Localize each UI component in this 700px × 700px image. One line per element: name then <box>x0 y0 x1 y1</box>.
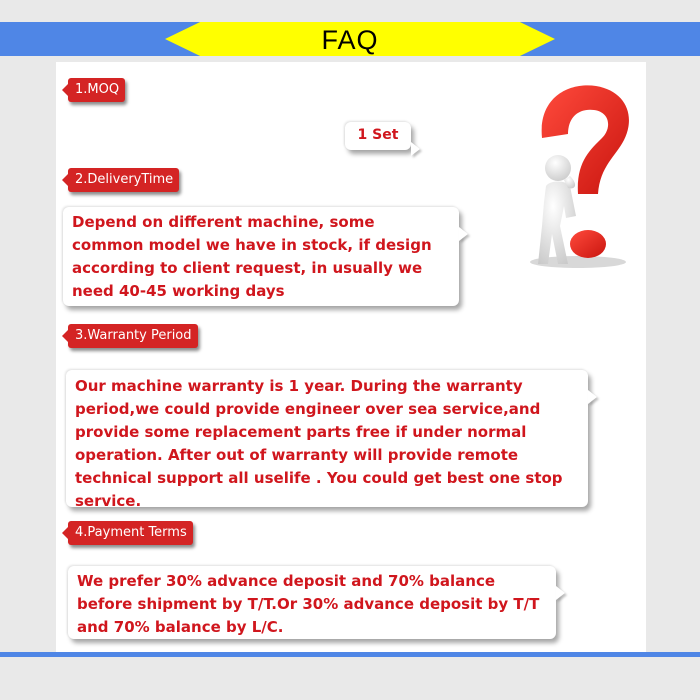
header-banner <box>0 22 700 56</box>
faq-label-warranty-period: 3.Warranty Period <box>68 324 198 348</box>
faq-label-moq: 1.MOQ <box>68 78 125 102</box>
bottom-bar <box>0 652 700 657</box>
page-title: FAQ <box>321 25 379 55</box>
faq-answer-payment-terms: We prefer 30% advance deposit and 70% balance before shipment by T/T.Or 30% advance deposit by T/T and 70% balance by L/C. <box>68 566 556 639</box>
faq-label-delivery-time: 2.DeliveryTime <box>68 168 179 192</box>
faq-answer-delivery-time: Depend on different machine, some common model we have in stock, if design according to client request, in usually we need 40-45 working days <box>63 207 459 306</box>
faq-answer-warranty-period: Our machine warranty is 1 year. During the warranty period,we could provide engineer over sea service,and provide some replacement parts free if under normal operation. After out of warranty will provide remote technical support all uselife . You could get best one stop service. <box>66 370 588 507</box>
faq-label-payment-terms: 4.Payment Terms <box>68 521 193 545</box>
thinking-person-question-mark-icon <box>520 76 642 272</box>
faq-answer-moq: 1 Set <box>345 122 411 150</box>
